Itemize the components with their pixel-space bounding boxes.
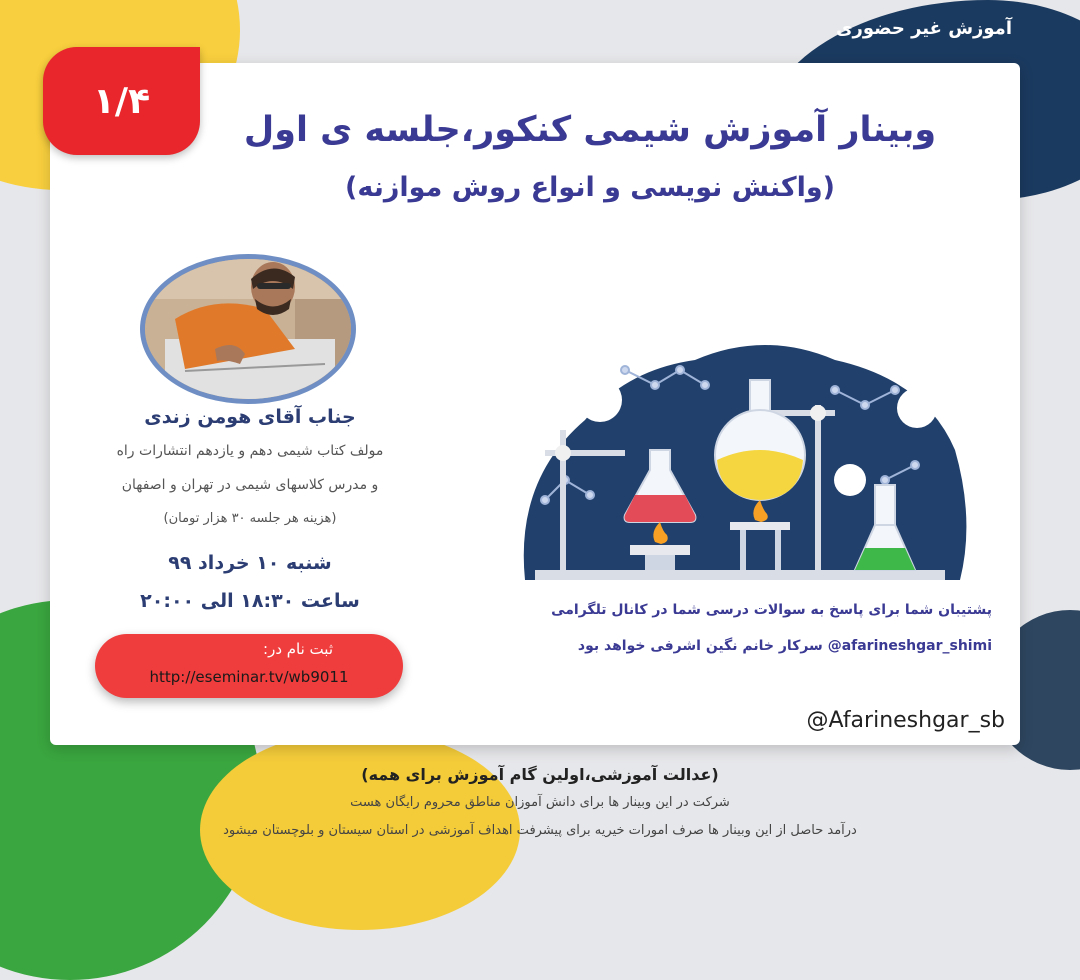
footer-slogan: (عدالت آموزشی،اولین گام آموزش برای همه) bbox=[361, 765, 719, 784]
support-text-rest: سرکار خانم نگین اشرفی خواهد بود bbox=[577, 638, 823, 654]
social-handle: @Afarineshgar_sb bbox=[806, 708, 1005, 733]
session-badge: ۱/۴ bbox=[43, 47, 200, 155]
page-title: وبینار آموزش شیمی کنکور،جلسه ی اول bbox=[243, 110, 937, 150]
speaker-photo-icon bbox=[145, 259, 351, 399]
telegram-channel-handle[interactable]: @afarineshgar_shimi bbox=[827, 638, 992, 654]
register-url-link[interactable]: http://eseminar.tv/wb9011 bbox=[149, 668, 349, 686]
speaker-name: جناب آقای هومن زندی bbox=[144, 406, 356, 428]
course-type-label: آموزش غیر حضوری bbox=[835, 18, 1012, 39]
support-text-line-2 bbox=[432, 638, 992, 654]
speaker-bio-line-2: و مدرس کلاسهای شیمی در تهران و اصفهان bbox=[121, 477, 379, 493]
session-date: شنبه ۱۰ خرداد ۹۹ bbox=[168, 552, 332, 574]
speaker-avatar bbox=[140, 254, 356, 404]
page-subtitle: (واکنش نویسی و انواع روش موازنه) bbox=[345, 172, 835, 203]
session-fee: (هزینه هر جلسه ۳۰ هزار تومان) bbox=[163, 511, 337, 526]
session-time: ساعت ۱۸:۳۰ الی ۲۰:۰۰ bbox=[140, 590, 360, 612]
footer-line-2: درآمد حاصل از این وبینار ها صرف امورات خیریه برای پیشرفت اهداف آموزشی در استان سیستان و بلوچستان میشود bbox=[223, 823, 857, 838]
speaker-bio-line-1: مولف کتاب شیمی دهم و یازدهم انتشارات راه bbox=[116, 443, 384, 459]
chemistry-lab-illustration bbox=[505, 330, 975, 585]
footer-line-1: شرکت در این وبینار ها برای دانش آموزان مناطق محروم رایگان هست bbox=[350, 795, 730, 810]
register-button[interactable] bbox=[95, 634, 403, 698]
support-text-line-1: پشتیبان شما برای پاسخ به سوالات درسی شما در کانال تلگرامی bbox=[551, 602, 992, 618]
register-label: ثبت نام در: bbox=[263, 640, 333, 658]
